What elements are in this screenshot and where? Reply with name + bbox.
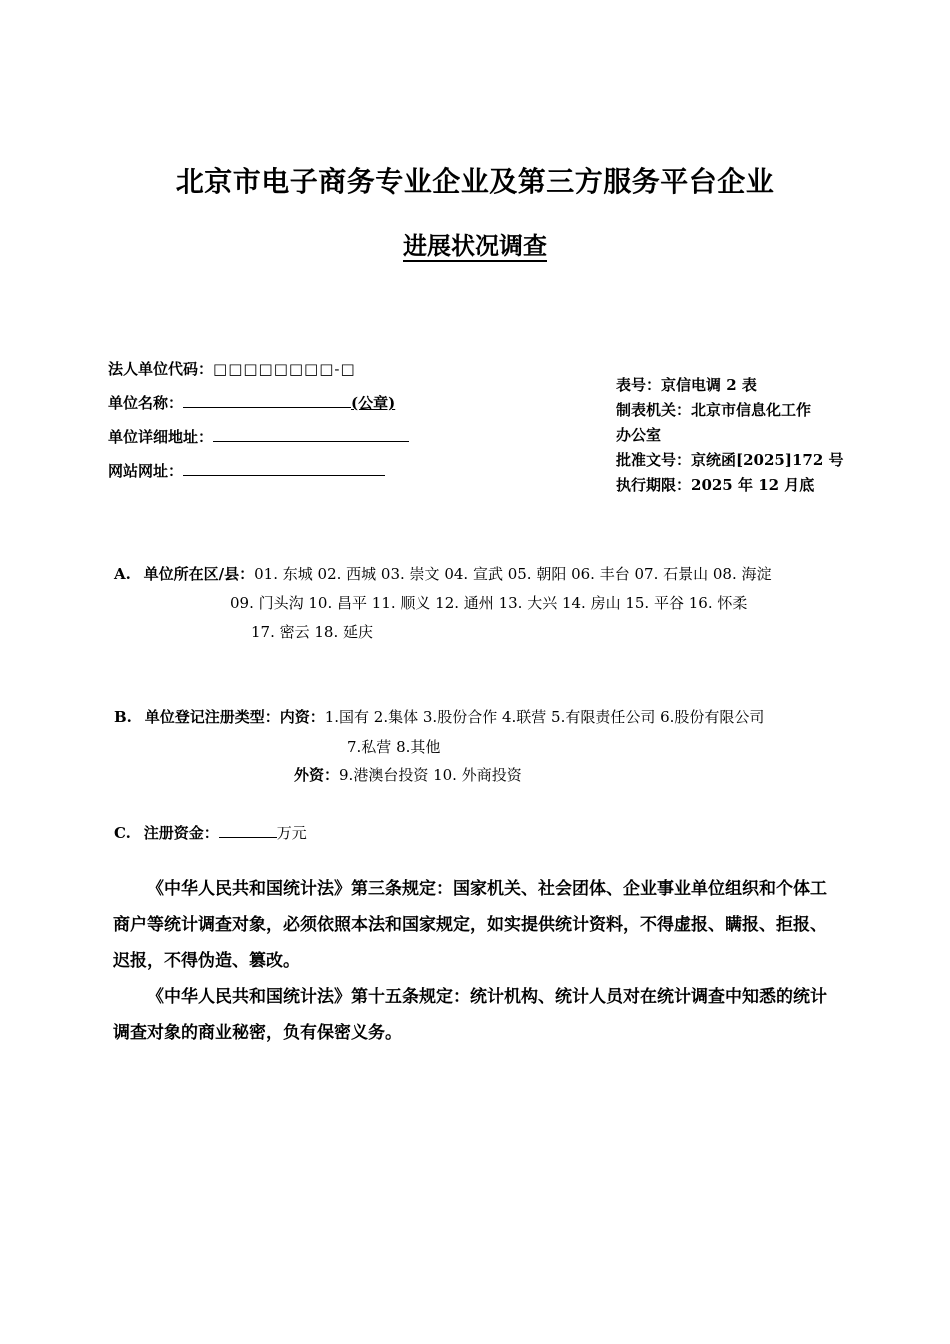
section-b-foreign-label: 外资： — [294, 766, 340, 784]
section-a-marker: A. — [114, 565, 131, 583]
section-b-line1 — [114, 706, 764, 727]
website-label: 网站网址： — [108, 462, 184, 480]
unit-address-field[interactable] — [213, 427, 409, 442]
law-article-3: 《中华人民共和国统计法》第三条规定：国家机关、社会团体、企业事业单位组织和个体工商户等统计调查对象，必须依照本法和国家规定，如实提供统计资料，不得虚报、瞒报、拒报、迟报，不得伪造、篡改。 — [113, 879, 827, 971]
form-issuer-line1: 制表机关：北京市信息化工作 — [616, 401, 812, 419]
form-meta-block — [616, 373, 843, 498]
registered-capital-field[interactable] — [219, 823, 277, 838]
section-b-domestic-options-line1[interactable]: 1.国有 2.集体 3.股份合作 4.联营 5.有限责任公司 6.股份有限公司 — [324, 708, 765, 726]
section-c-label: 注册资金： — [143, 824, 219, 842]
legal-entity-code-boxes[interactable]: □□□□□□□□-□ — [213, 360, 356, 378]
section-b-label: 单位登记注册类型： — [144, 708, 280, 726]
website-field[interactable] — [183, 461, 385, 476]
section-a-options-line1[interactable]: 01. 东城 02. 西城 03. 崇文 04. 宣武 05. 朝阳 06. 丰台 07. 石景山 08. 海淀 — [254, 565, 772, 583]
section-a-line1 — [114, 563, 772, 584]
law-article-15: 《中华人民共和国统计法》第十五条规定：统计机构、统计人员对在统计调查中知悉的统计调查对象的商业秘密，负有保密义务。 — [113, 987, 827, 1043]
section-a-options-line2[interactable]: 09. 门头沟 10. 昌平 11. 顺义 12. 通州 13. 大兴 14. 房山 15. 平谷 16. 怀柔 — [230, 594, 748, 612]
unit-name-label: 单位名称： — [108, 394, 184, 412]
page-title: 北京市电子商务专业企业及第三方服务平台企业 — [175, 165, 775, 198]
page-subtitle-text: 进展状况调查 — [403, 231, 547, 260]
law-notice — [113, 871, 840, 1051]
section-c-unit: 万元 — [276, 824, 307, 842]
section-c-marker: C. — [114, 824, 131, 842]
section-a-options-line3[interactable]: 17. 密云 18. 延庆 — [251, 623, 374, 641]
section-b-domestic-label: 内资： — [279, 708, 325, 726]
section-b-foreign-options[interactable]: 9.港澳台投资 10. 外商投资 — [339, 766, 522, 784]
section-b-domestic-options-line2[interactable]: 7.私营 8.其他 — [347, 738, 441, 756]
section-b-foreign-row — [294, 764, 522, 785]
unit-name-field[interactable] — [183, 393, 351, 408]
unit-address-label: 单位详细地址： — [108, 428, 214, 446]
form-table-number: 表号：京信电调 2 表 — [616, 376, 757, 394]
unit-name-stamp: (公章) — [351, 394, 396, 412]
form-approval-number: 批准文号：京统函[2025]172 号 — [616, 451, 844, 469]
website-row — [108, 460, 385, 481]
page-subtitle — [0, 226, 950, 261]
form-validity-period: 执行期限：2025 年 12 月底 — [616, 476, 815, 494]
legal-entity-code-row — [108, 358, 356, 379]
section-a-label: 单位所在区/县： — [143, 565, 255, 583]
legal-entity-code-label: 法人单位代码： — [108, 360, 214, 378]
unit-address-row — [108, 426, 409, 447]
form-issuer-line2: 办公室 — [616, 426, 662, 444]
unit-name-row — [108, 392, 395, 413]
section-c-row — [114, 822, 307, 843]
section-b-marker: B. — [114, 708, 132, 726]
